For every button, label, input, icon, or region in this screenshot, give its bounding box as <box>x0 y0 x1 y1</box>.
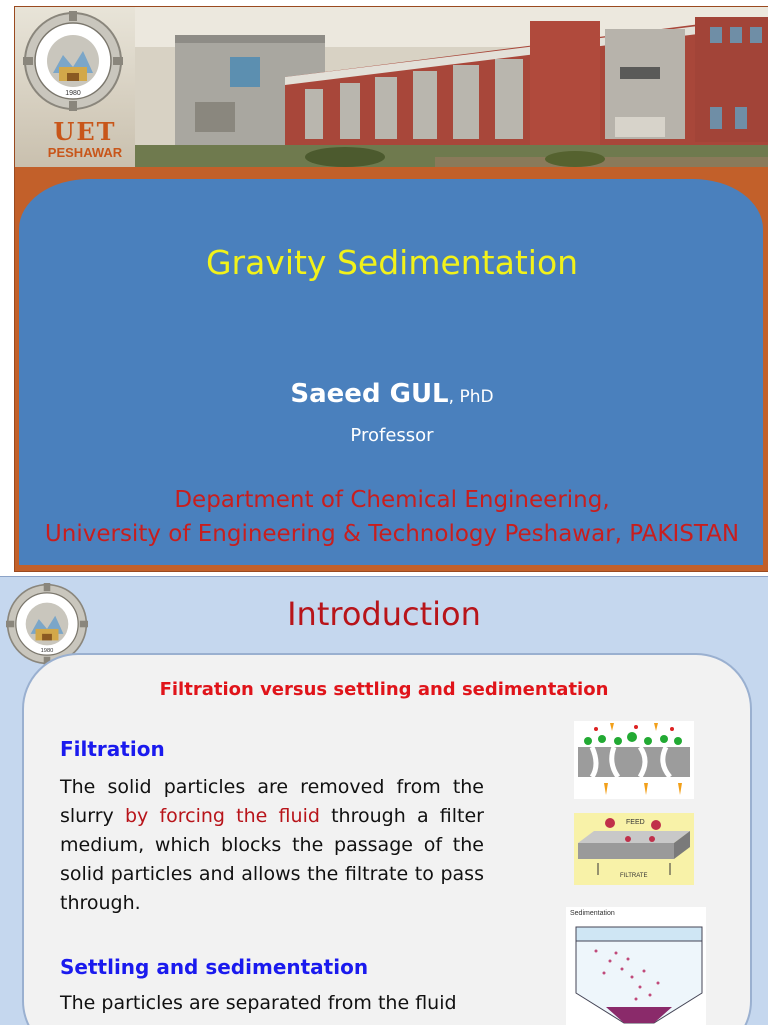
header-banner <box>15 7 768 167</box>
author-degree: , PhD <box>448 387 494 407</box>
slide-subtitle: Filtration versus settling and sedimentation <box>159 679 609 700</box>
logo-city: PESHAWAR <box>47 145 123 160</box>
sedimentation-tank-diagram <box>566 907 706 1025</box>
settling-text: The particles are separated from the fluid <box>60 992 457 1014</box>
author-role: Professor <box>350 425 434 446</box>
feed-label: FEED <box>626 819 645 826</box>
filtrate-label: FILTRATE <box>620 873 648 879</box>
sedimentation-label: Sedimentation <box>570 910 615 917</box>
settling-heading: Settling and sedimentation <box>60 955 369 979</box>
filtration-text <box>60 773 484 918</box>
feed-filtrate-diagram <box>574 813 694 885</box>
filtration-text-end: through a filter medium, which blocks the passage of the solid particles and allows the filtrate to pass through. <box>60 805 484 914</box>
department-line-2: University of Engineering & Technology Peshawar, PAKISTAN <box>44 521 740 547</box>
seal-year: 1980 <box>65 90 81 97</box>
presentation-title: Gravity Sedimentation <box>205 243 579 282</box>
title-slide <box>14 6 768 572</box>
filtration-heading: Filtration <box>60 737 165 761</box>
slide-title: Introduction <box>287 595 481 633</box>
filter-medium-diagram <box>574 721 694 799</box>
filtration-text-start: The solid particles are removed from the slurry <box>60 776 484 827</box>
logo-abbreviation: UET <box>53 117 117 146</box>
department-line-1: Department of Chemical Engineering, <box>174 487 610 513</box>
introduction-slide <box>0 576 768 1025</box>
seal-year: 1980 <box>40 647 54 654</box>
filtration-highlight: by forcing the fluid <box>124 805 320 827</box>
department <box>15 483 768 551</box>
uet-seal-icon <box>23 11 123 111</box>
author <box>15 379 768 409</box>
author-name: Saeed GUL <box>290 379 449 409</box>
campus-building-image <box>135 7 768 167</box>
